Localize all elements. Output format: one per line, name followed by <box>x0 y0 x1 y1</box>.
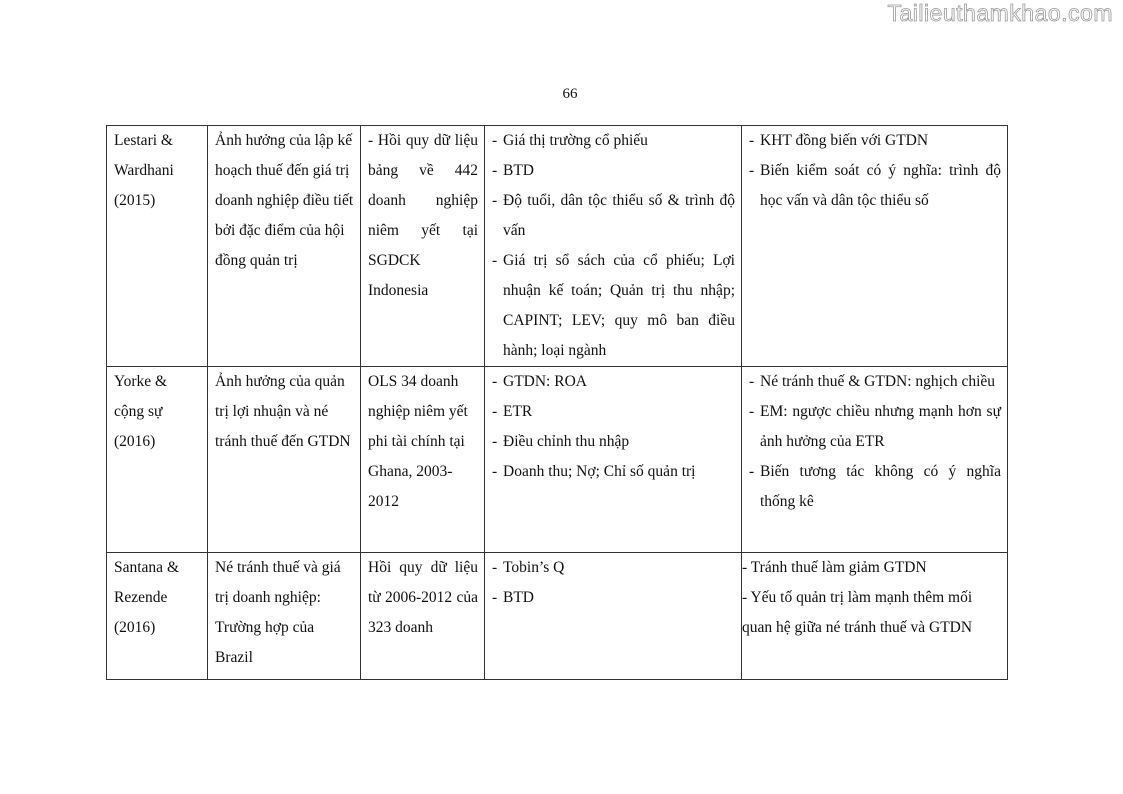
list-item: - Giá trị sổ sách của cổ phiếu; Lợi nhuận kế toán; Quản trị thu nhập; CAPINT; LEV; quy mô ban điều hành; loại ngành <box>492 246 735 366</box>
variable-text: BTD <box>503 162 534 179</box>
variable-text: Giá trị sổ sách của cổ phiếu; Lợi nhuận kế toán; Quản trị thu nhập; CAPINT; LEV; quy mô ban điều hành; loại ngành <box>503 252 735 359</box>
author-text: Lestari & Wardhani (2015) <box>114 132 174 209</box>
result-text: Né tránh thuế & GTDN: nghịch chiều <box>760 373 996 390</box>
method-cell <box>361 367 485 553</box>
variables-cell <box>485 367 742 553</box>
list-item: - Biến kiểm soát có ý nghĩa: trình độ học vấn và dân tộc thiểu số <box>749 156 1001 216</box>
result-text: KHT đồng biến với GTDN <box>760 132 929 149</box>
method-text: OLS 34 doanh nghiệp niêm yết phi tài chính tại Ghana, 2003-2012 <box>368 373 468 510</box>
title-text: Né tránh thuế và giá trị doanh nghiệp: Trường hợp của Brazil <box>215 559 341 666</box>
results-cell <box>742 367 1008 553</box>
title-cell <box>208 553 361 680</box>
list-item: - EM: ngược chiều nhưng mạnh hơn sự ảnh hưởng của ETR <box>749 397 1001 457</box>
list-item: - Tobin’s Q <box>492 553 735 583</box>
variable-text: Doanh thu; Nợ; Chỉ số quản trị <box>503 463 696 480</box>
list-item: - Giá thị trường cổ phiếu <box>492 126 735 156</box>
watermark: Tailieuthamkhao.com <box>887 0 1113 26</box>
result-text: EM: ngược chiều nhưng mạnh hơn sự ảnh hưởng của ETR <box>760 403 1001 450</box>
title-cell <box>208 367 361 553</box>
list-item: - ETR <box>492 397 735 427</box>
variable-text: GTDN: ROA <box>503 373 587 390</box>
table-row <box>107 126 1008 367</box>
list-item: - Né tránh thuế & GTDN: nghịch chiều <box>749 367 1001 397</box>
results-cell <box>742 553 1008 680</box>
page-number: 66 <box>562 86 578 102</box>
method-cell <box>361 126 485 367</box>
variables-cell <box>485 126 742 367</box>
author-text: Yorke & cộng sự (2016) <box>114 373 168 450</box>
list-item: - GTDN: ROA <box>492 367 735 397</box>
list-item: - Điều chỉnh thu nhập <box>492 427 735 457</box>
list-item <box>742 583 1001 643</box>
result-text: - Tránh thuế làm giảm GTDN <box>742 559 927 576</box>
method-text: - Hồi quy dữ liệu bảng về 442 doanh nghiệp niêm yết tại SGDCK Indonesia <box>368 132 478 299</box>
list-item: - Độ tuổi, dân tộc thiểu số & trình độ vấn <box>492 186 735 246</box>
table-row <box>107 553 1008 680</box>
variable-text: Độ tuổi, dân tộc thiểu số & trình độ vấn <box>503 192 735 239</box>
list-item: - Doanh thu; Nợ; Chỉ số quản trị <box>492 457 735 487</box>
list-item: - BTD <box>492 583 735 613</box>
variables-cell <box>485 553 742 680</box>
result-text: - Yếu tố quản trị làm mạnh thêm mối quan hệ giữa né tránh thuế và GTDN <box>742 589 973 636</box>
variable-text: Điều chỉnh thu nhập <box>503 433 630 450</box>
list-item: - KHT đồng biến với GTDN <box>749 126 1001 156</box>
result-text: Biến kiểm soát có ý nghĩa: trình độ học vấn và dân tộc thiểu số <box>760 162 1001 209</box>
variable-text: Giá thị trường cổ phiếu <box>503 132 648 149</box>
author-text: Santana & Rezende (2016) <box>114 559 179 636</box>
title-text: Ảnh hưởng của quản trị lợi nhuận và né tránh thuế đến GTDN <box>215 373 351 450</box>
literature-table <box>106 125 1008 680</box>
results-cell <box>742 126 1008 367</box>
author-cell <box>107 553 208 680</box>
variable-text: Tobin’s Q <box>503 559 565 576</box>
variable-text: BTD <box>503 589 534 606</box>
table-row <box>107 367 1008 553</box>
method-cell <box>361 553 485 680</box>
method-text: Hồi quy dữ liệu từ 2006-2012 của 323 doanh <box>368 559 478 636</box>
variable-text: ETR <box>503 403 533 420</box>
author-cell <box>107 126 208 367</box>
title-text: Ảnh hưởng của lập kế hoạch thuế đến giá trị doanh nghiệp điều tiết bởi đặc điểm của hội đồng quản trị <box>215 132 354 269</box>
title-cell <box>208 126 361 367</box>
list-item <box>742 553 1001 583</box>
list-item: - BTD <box>492 156 735 186</box>
list-item: - Biến tương tác không có ý nghĩa thống kê <box>749 457 1001 517</box>
author-cell <box>107 367 208 553</box>
result-text: Biến tương tác không có ý nghĩa thống kê <box>760 463 1001 510</box>
